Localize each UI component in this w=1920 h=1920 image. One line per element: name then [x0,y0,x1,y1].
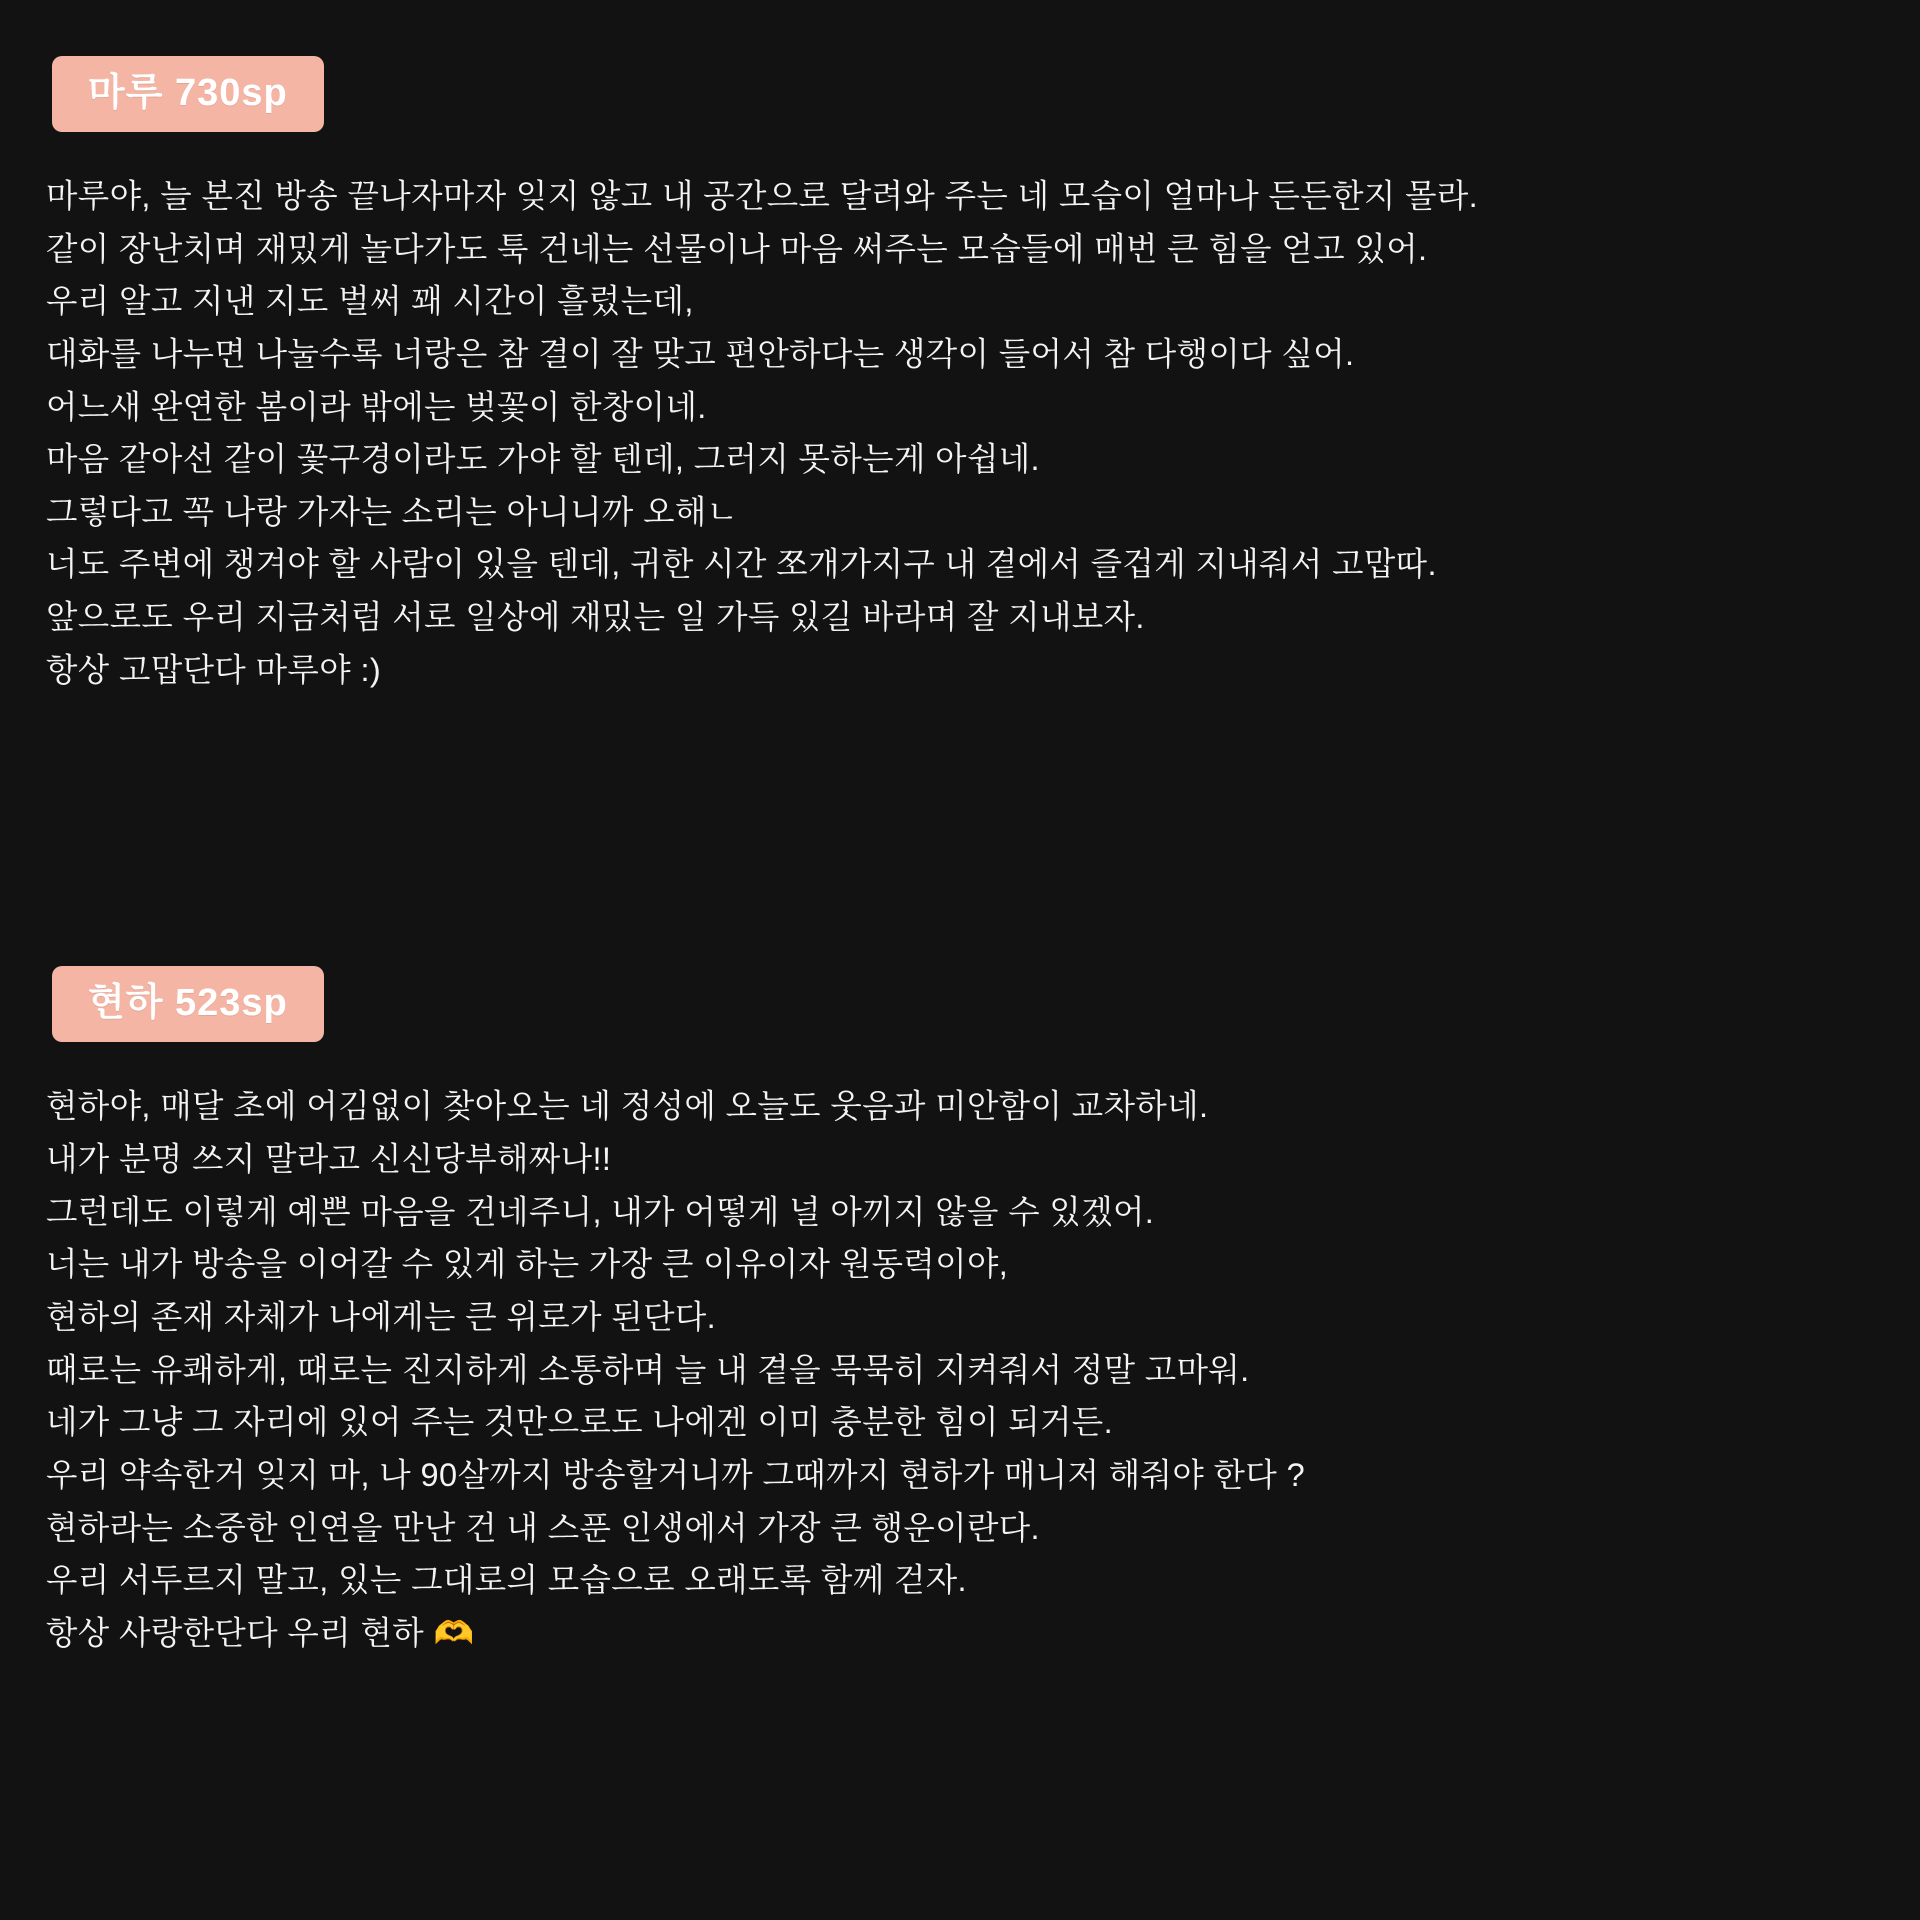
section-divider-space [0,696,1920,816]
letter-line: 너도 주변에 챙겨야 할 사람이 있을 텐데, 귀한 시간 쪼개가지구 내 곁에서 즐겁게 지내줘서 고맙따. [46,546,1437,583]
letter-line: 너는 내가 방송을 이어갈 수 있게 하는 가장 큰 이유이자 원동력이야, [46,1246,1009,1283]
letter-line: 대화를 나누면 나눌수록 너랑은 참 결이 잘 맞고 편안하다는 생각이 들어서 참 다행이다 싶어. [46,335,1355,372]
letter-line: 같이 장난치며 재밌게 놀다가도 툭 건네는 선물이나 마음 써주는 모습들에 매번 큰 힘을 얻고 있어. [46,230,1428,267]
letter-line: 우리 서두르지 말고, 있는 그대로의 모습으로 오래도록 함께 걷자. [46,1562,967,1599]
letter-line: 항상 사랑한단다 우리 현하 🫶 [46,1614,475,1651]
letter-body-2 [46,1080,1874,1659]
recipient-badge-2: 현하 523sp [52,966,324,1042]
badge-row-1 [52,56,1874,132]
letter-line: 우리 알고 지낸 지도 벌써 꽤 시간이 흘렀는데, [46,283,694,320]
letter-line: 내가 분명 쓰지 말라고 신신당부해짜나!! [46,1141,612,1178]
letter-line: 마루야, 늘 본진 방송 끝나자마자 잊지 않고 내 공간으로 달려와 주는 네 모습이 얼마나 든든한지 몰라. [46,178,1479,214]
letter-line: 그렇다고 꼭 나랑 가자는 소리는 아니니까 오해ㄴ [46,493,739,530]
bottom-space [0,1659,1920,1829]
letter-entry-1 [0,0,1920,696]
letter-line: 현하야, 매달 초에 어김없이 찾아오는 네 정성에 오늘도 웃음과 미안함이 교차하네. [46,1088,1209,1125]
letter-entry-2 [0,816,1920,1659]
badge-row-2 [52,966,1874,1042]
letter-line: 현하의 존재 자체가 나에게는 큰 위로가 된단다. [46,1298,717,1335]
letter-line: 그런데도 이렇게 예쁜 마음을 건네주니, 내가 어떻게 널 아끼지 않을 수 있겠어. [46,1193,1155,1230]
letter-body-1 [46,170,1874,696]
letter-line: 항상 고맙단다 마루야 :) [46,651,382,688]
letter-line: 네가 그냥 그 자리에 있어 주는 것만으로도 나에겐 이미 충분한 힘이 되거든. [46,1404,1114,1441]
recipient-badge-1: 마루 730sp [52,56,324,132]
letter-line: 우리 약속한거 잊지 마, 나 90살까지 방송할거니까 그때까지 현하가 매니저 해줘야 한다 ? [46,1456,1306,1493]
letter-line: 현하라는 소중한 인연을 만난 건 내 스푼 인생에서 가장 큰 행운이란다. [46,1509,1040,1546]
letter-line: 어느새 완연한 봄이라 밖에는 벚꽃이 한창이네. [46,388,707,425]
letter-line: 앞으로도 우리 지금처럼 서로 일상에 재밌는 일 가득 있길 바라며 잘 지내보자. [46,599,1145,636]
letter-line: 마음 같아선 같이 꽃구경이라도 가야 할 텐데, 그러지 못하는게 아쉽네. [46,441,1040,478]
letter-line: 때로는 유쾌하게, 때로는 진지하게 소통하며 늘 내 곁을 묵묵히 지켜줘서 정말 고마워. [46,1351,1250,1388]
